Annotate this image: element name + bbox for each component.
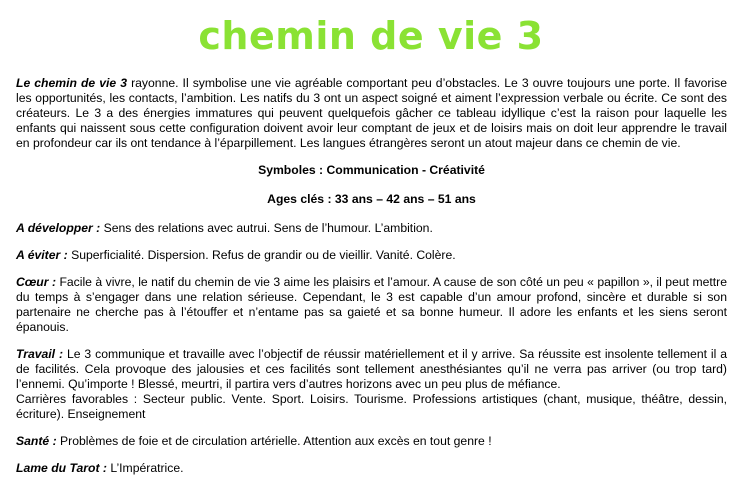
- intro-text: rayonne. Il symbolise une vie agréable comportant peu d’obstacles. Le 3 ouvre toujours une porte. Il favorise les opportunités, les contacts, l’ambition. Les natifs du 3 ont un aspect soigné et aiment l’expression verbale ou écrite. Ce sont des créateurs. Le 3 a des énergies immatures qui peuvent quelquefois gâcher ce tableau idyllique c’est la raison pour laquelle les enfants qui naissent sous cette configuration doivent avoir leur comptant de jeux et de loisirs mais on doit leur apprendre le travail en profondeur car ils ont tendance à l’éparpillement. Les langues étrangères seront un atout majeur dans ce chemin de vie.: [16, 76, 727, 150]
- travail-paragraph: [16, 347, 727, 392]
- travail-block: [16, 347, 727, 422]
- page-title: chemin de vie 3: [198, 14, 544, 58]
- developper-paragraph: [16, 221, 727, 236]
- developper-text: Sens des relations avec autrui. Sens de l’humour. L’ambition.: [100, 221, 433, 235]
- coeur-paragraph: [16, 275, 727, 335]
- eviter-text: Superficialité. Dispersion. Refus de grandir ou de vieillir. Vanité. Colère.: [67, 248, 456, 262]
- tarot-text: L’Impératrice.: [106, 461, 184, 475]
- eviter-label: A éviter :: [16, 248, 68, 262]
- coeur-text: Facile à vivre, le natif du chemin de vie 3 aime les plaisirs et l’amour. A cause de son côté un peu « papillon », il peut mettre du temps à s’engager dans une relation sérieuse. Cependant, le 3 est capable d’un amour profond, sincère et durable si son partenaire ne cherche pas à l’étouffer et n’entame pas sa gaieté et sa bonne humeur. Il adore les enfants et les siens seront épanouis.: [16, 275, 727, 334]
- developper-label: A développer :: [16, 221, 101, 235]
- article-body: [16, 76, 727, 488]
- travail-text: Le 3 communique et travaille avec l’objectif de réussir matériellement et il y arrive. Sa réussite est insolente tellement il a de facilités. Cela provoque des jalousies et ces facilités sont tellement anesthésiantes qu’il ne verra pas arriver (ou trop tard) l’ennemi. Qu’importe ! Blessé, meurtri, il partira vers d’autres horizons avec un peu plus de méfiance.: [16, 347, 727, 391]
- tarot-label: Lame du Tarot :: [16, 461, 107, 475]
- carrieres-paragraph: Carrières favorables : Secteur public. Vente. Sport. Loisirs. Tourisme. Professions artistiques (chant, musique, théâtre, dessin, écriture). Enseignement: [16, 392, 727, 421]
- ages-line: Ages clés : 33 ans – 42 ans – 51 ans: [267, 192, 476, 206]
- travail-label: Travail :: [16, 347, 64, 361]
- tarot-paragraph: [16, 461, 727, 476]
- sante-text: Problèmes de foie et de circulation artérielle. Attention aux excès en tout genre !: [56, 434, 492, 448]
- sante-label: Santé :: [16, 434, 57, 448]
- coeur-label: Cœur :: [16, 275, 56, 289]
- eviter-paragraph: [16, 248, 727, 263]
- sante-paragraph: [16, 434, 727, 449]
- intro-lead: Le chemin de vie 3: [16, 76, 128, 90]
- intro-paragraph: [16, 76, 727, 151]
- symboles-line: Symboles : Communication - Créativité: [258, 163, 485, 177]
